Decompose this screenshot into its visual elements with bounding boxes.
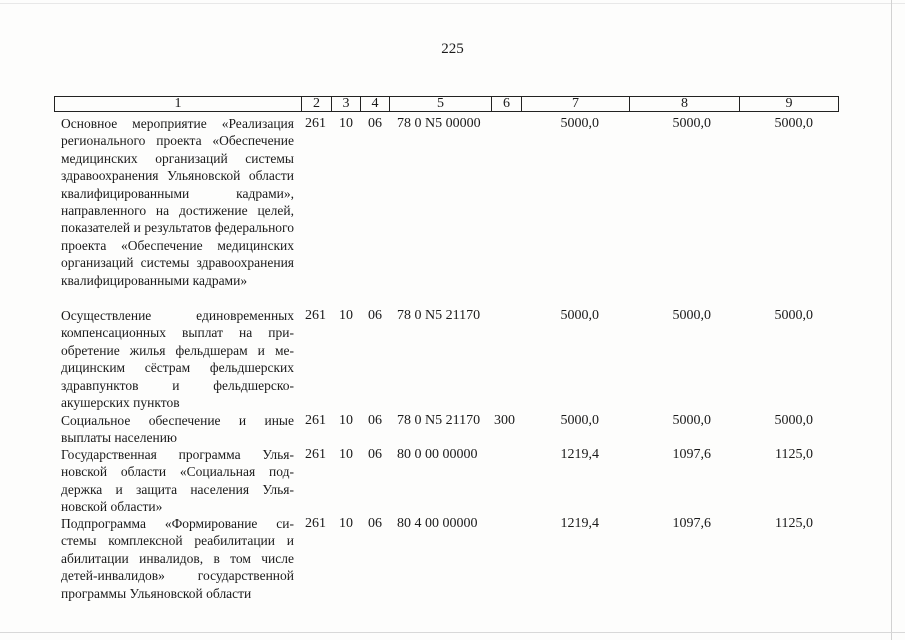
row-col-2: 261 xyxy=(305,308,326,323)
row-col-9: 5000,0 xyxy=(774,308,813,323)
row-col-5: 80 0 00 00000 xyxy=(397,447,478,462)
header-col-1: 1 xyxy=(55,97,302,111)
row-col-8: 5000,0 xyxy=(672,308,711,323)
header-col-8: 8 xyxy=(630,97,740,111)
row-col-3: 10 xyxy=(339,516,353,531)
row-name: Социальное обеспечение и иные выплаты населению xyxy=(61,413,294,446)
row-col-4: 06 xyxy=(368,308,382,323)
header-col-2: 2 xyxy=(302,97,332,111)
row-col-2: 261 xyxy=(305,447,326,462)
row-col-2: 261 xyxy=(305,516,326,531)
row-col-7: 1219,4 xyxy=(560,447,599,462)
header-col-4: 4 xyxy=(361,97,390,111)
scan-edge-bottom xyxy=(0,632,905,633)
row-col-8: 5000,0 xyxy=(672,413,711,428)
header-col-5: 5 xyxy=(390,97,492,111)
row-col-4: 06 xyxy=(368,413,382,428)
header-col-7: 7 xyxy=(522,97,630,111)
header-col-3: 3 xyxy=(332,97,361,111)
row-col-2: 261 xyxy=(305,116,326,131)
header-col-6: 6 xyxy=(492,97,522,111)
row-col-4: 06 xyxy=(368,116,382,131)
row-name: Основное мероприятие «Реализация регионального проекта «Обеспечение медицинских организаций системы здравоохранения Ульяновской области квалифицированными кадрами», направленного на достижение целей, показателей и результатов федерального проекта «Обеспечение медицинских организаций системы здравоохранения квалифицированными кадрами» xyxy=(61,116,294,288)
row-col-3: 10 xyxy=(339,116,353,131)
row-col-8: 1097,6 xyxy=(672,447,711,462)
row-name: Подпрограмма «Формирование системы комплексной реабилитации и абилитации инвалидов, в том числе детей-инвалидов» государственной программы Ульяновской области xyxy=(61,516,294,601)
row-col-9: 1125,0 xyxy=(775,447,813,462)
row-col-4: 06 xyxy=(368,447,382,462)
row-col-5: 78 0 N5 00000 xyxy=(397,116,481,131)
row-col-8: 5000,0 xyxy=(672,116,711,131)
row-col-2: 261 xyxy=(305,413,326,428)
page-number: 225 xyxy=(441,41,464,57)
scan-edge-right xyxy=(891,0,892,640)
scan-edge-top xyxy=(0,3,905,4)
row-col-7: 5000,0 xyxy=(560,116,599,131)
row-col-5: 78 0 N5 21170 xyxy=(397,413,481,428)
table-header xyxy=(54,96,839,112)
row-col-9: 5000,0 xyxy=(774,413,813,428)
row-col-8: 1097,6 xyxy=(672,516,711,531)
row-col-4: 06 xyxy=(368,516,382,531)
header-col-9: 9 xyxy=(785,96,793,111)
row-col-3: 10 xyxy=(339,413,353,428)
row-col-7: 1219,4 xyxy=(560,516,599,531)
row-col-3: 10 xyxy=(339,447,353,462)
row-col-5: 80 4 00 00000 xyxy=(397,516,478,531)
row-col-6: 300 xyxy=(494,413,515,428)
row-col-3: 10 xyxy=(339,308,353,323)
row-col-9: 5000,0 xyxy=(774,116,813,131)
row-col-5: 78 0 N5 21170 xyxy=(397,308,481,323)
row-name: Государственная программа Ульяновской области «Социальная поддержка и защита населения Ульяновской области» xyxy=(61,447,294,515)
row-col-7: 5000,0 xyxy=(560,308,599,323)
row-name: Осуществление единовременных компенсационных выплат на приобретение жилья фельдшерам и медицинским сёстрам фельдшерских здравпунктов и фельдшерско-акушерских пунктов xyxy=(61,308,294,411)
row-col-7: 5000,0 xyxy=(560,413,599,428)
row-col-9: 1125,0 xyxy=(775,516,813,531)
